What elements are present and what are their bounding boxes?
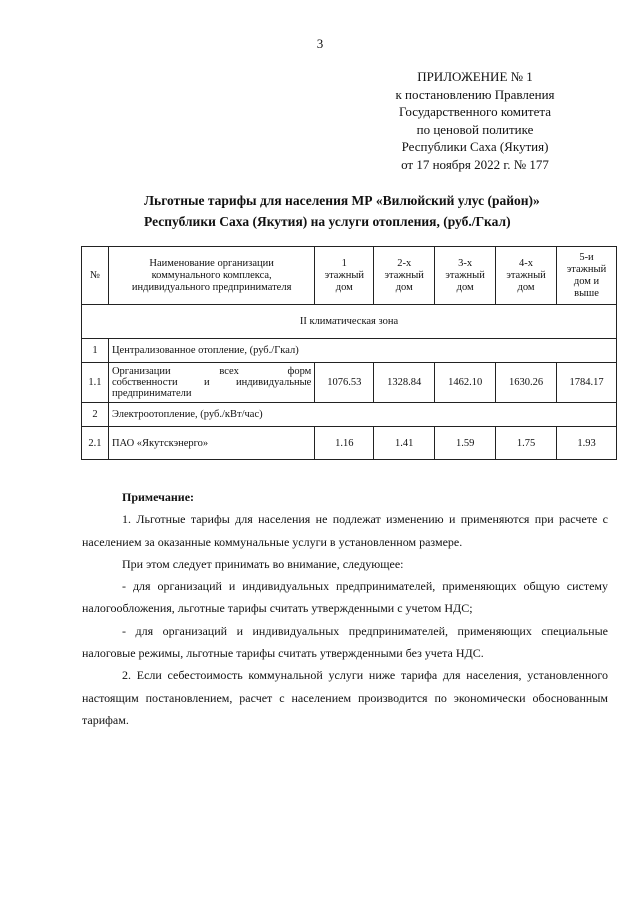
notes-section <box>82 486 608 731</box>
org-name-line: Организации всех форм <box>111 366 312 377</box>
org-name-line: предприниматели <box>111 388 192 399</box>
header-name-line: Наименование организации <box>149 257 274 269</box>
header-name-line: индивидуального предпринимателя <box>131 281 292 293</box>
tariff-value: 1.41 <box>374 427 435 460</box>
tariff-value: 1784.17 <box>557 363 617 403</box>
header-line: этажный <box>445 269 485 281</box>
header-line: этажный <box>324 269 364 281</box>
header-line: 3-х <box>458 257 473 269</box>
row-section-name: Централизованное отопление, (руб./Гкал) <box>108 339 616 363</box>
header-name <box>108 247 314 305</box>
header-line: дом <box>395 281 413 293</box>
header-line: дом и <box>573 275 600 287</box>
table-row <box>82 339 617 363</box>
tariff-value: 1462.10 <box>435 363 496 403</box>
row-num: 2 <box>82 403 109 427</box>
annex-line: Государственного комитета <box>399 104 551 119</box>
header-num: № <box>82 247 109 305</box>
tariff-value: 1328.84 <box>374 363 435 403</box>
tariff-table <box>81 246 617 460</box>
header-line: дом <box>456 281 474 293</box>
header-col-3 <box>435 247 496 305</box>
document-title <box>60 190 640 232</box>
header-line: дом <box>335 281 353 293</box>
header-line: 5-и <box>579 251 594 263</box>
title-line-2: Республики Саха (Якутия) на услуги отопления, (руб./Гкал) <box>144 214 511 229</box>
note-paragraph: При этом следует принимать во внимание, следующее: <box>122 556 404 571</box>
header-line: выше <box>574 287 599 299</box>
row-num: 2.1 <box>82 427 109 460</box>
header-line: этажный <box>384 269 424 281</box>
annex-line: ПРИЛОЖЕНИЕ № 1 <box>417 69 533 84</box>
title-line-1: Льготные тарифы для населения МР «Вилюйский улус (район)» <box>144 193 540 208</box>
annex-line: по ценовой политике <box>416 121 534 137</box>
header-col-5 <box>557 247 617 305</box>
row-org-name <box>108 363 314 403</box>
annex-block <box>355 68 595 173</box>
row-num: 1 <box>82 339 109 363</box>
header-line: дом <box>517 281 535 293</box>
tariff-value: 1.59 <box>435 427 496 460</box>
header-col-1 <box>315 247 374 305</box>
tariff-value: 1.75 <box>496 427 557 460</box>
note-paragraph: 2. Если себестоимость коммунальной услуги ниже тарифа для населения, установленного настоящим постановлением, расчет с населением производится по экономически обоснованным тарифам. <box>82 668 608 727</box>
header-line: этажный <box>566 263 607 275</box>
tariff-value: 1.93 <box>557 427 617 460</box>
header-col-4 <box>496 247 557 305</box>
header-name-line: коммунального комплекса, <box>151 269 272 281</box>
row-section-name: Электроотопление, (руб./кВт/час) <box>108 403 616 427</box>
header-line: 4-х <box>519 257 534 269</box>
row-org-name: ПАО «Якутскэнерго» <box>108 427 314 460</box>
header-line: 2-х <box>397 257 412 269</box>
table-row <box>82 363 617 403</box>
header-col-2 <box>374 247 435 305</box>
annex-line: от 17 ноября 2022 г. № 177 <box>401 156 549 172</box>
header-line: 1 <box>341 257 347 269</box>
table-row <box>82 427 617 460</box>
org-name-line: собственности и индивидуальные <box>111 377 312 388</box>
tariff-value: 1.16 <box>315 427 374 460</box>
row-num: 1.1 <box>82 363 109 403</box>
note-paragraph: 1. Льготные тарифы для населения не подлежат изменению и применяются при расчете с населением за оказанные коммунальные услуги в установленном размере. <box>82 512 608 549</box>
table-row-zone <box>82 305 617 339</box>
page-number: 3 <box>316 36 324 51</box>
notes-heading: Примечание: <box>122 490 195 504</box>
climate-zone-cell: II климатическая зона <box>82 305 617 339</box>
annex-line: к постановлению Правления <box>395 86 555 102</box>
tariff-value: 1076.53 <box>315 363 374 403</box>
note-paragraph: - для организаций и индивидуальных предпринимателей, применяющих специальные налоговые режимы, льготные тарифы считать утвержденными без учета НДС. <box>82 623 608 661</box>
table-header-row <box>82 247 617 305</box>
header-line: этажный <box>506 269 546 281</box>
note-paragraph: - для организаций и индивидуальных предпринимателей, применяющих общую систему налогообложения, льготные тарифы считать утвержденными с учетом НДС; <box>82 579 608 616</box>
annex-line: Республики Саха (Якутия) <box>401 139 549 154</box>
tariff-value: 1630.26 <box>496 363 557 403</box>
table-row <box>82 403 617 427</box>
